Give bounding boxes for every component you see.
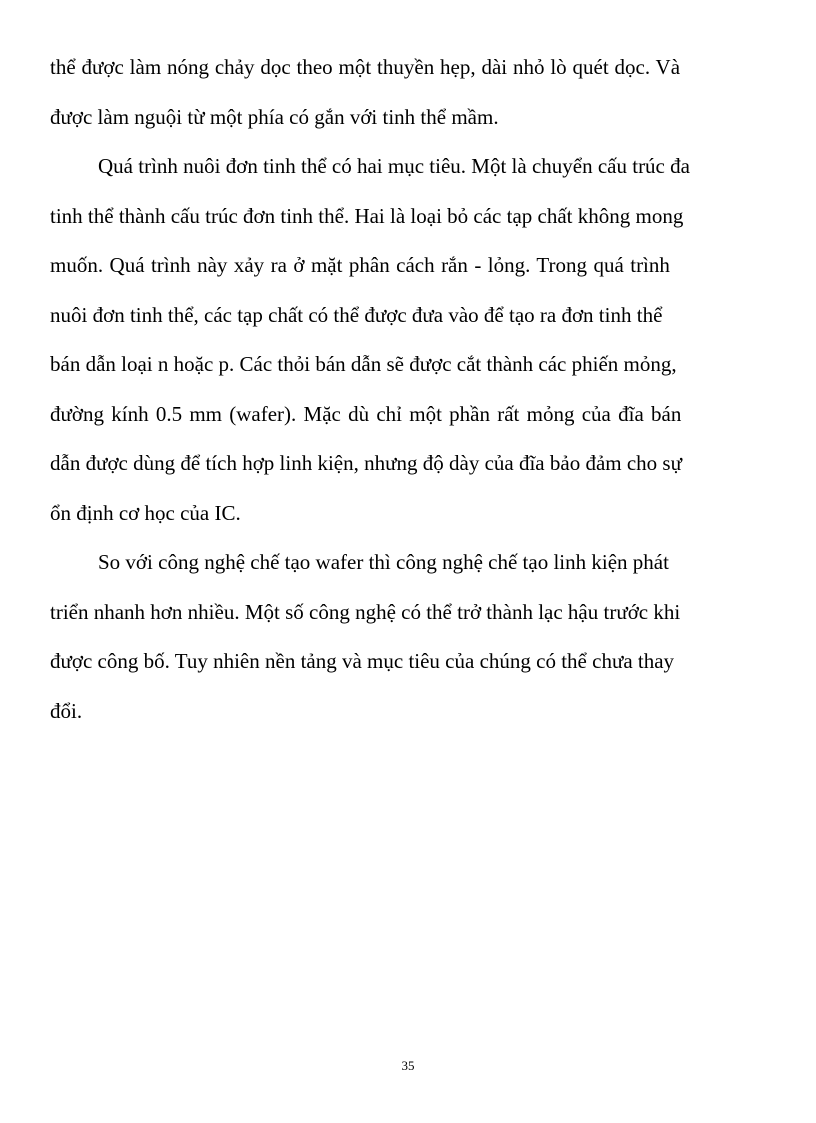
text-line: tinh thể thành cấu trúc đơn tinh thể. Hai là loại bỏ các tạp chất không mong (50, 203, 684, 228)
text-line: được công bố. Tuy nhiên nền tảng và mục tiêu của chúng có thể chưa thay (50, 649, 675, 673)
text-line: triển nhanh hơn nhiều. Một số công nghệ có thể trở thành lạc hậu trước khi (50, 599, 681, 624)
paragraph-2 (50, 142, 794, 538)
text-line: nuôi đơn tinh thể, các tạp chất có thể được đưa vào để tạo ra đơn tinh thể (50, 302, 663, 327)
text-line: đổi. (50, 698, 83, 723)
text-line: So với công nghệ chế tạo wafer thì công nghệ chế tạo linh kiện phát (98, 550, 669, 574)
text-line: muốn. Quá trình này xảy ra ở mặt phân cách rắn - lỏng. Trong quá trình (50, 253, 670, 277)
paragraph-3 (50, 538, 794, 736)
body-text (50, 43, 794, 736)
text-line: thể được làm nóng chảy dọc theo một thuyền hẹp, dài nhỏ lò quét dọc. Và (50, 55, 681, 79)
text-line: Quá trình nuôi đơn tinh thể có hai mục tiêu. Một là chuyển cấu trúc đa (98, 154, 690, 178)
text-line: dẫn được dùng để tích hợp linh kiện, nhưng độ dày của đĩa bảo đảm cho sự (50, 451, 682, 475)
text-line: được làm nguội từ một phía có gắn với tinh thể mầm. (50, 104, 499, 129)
page-number: 35 (401, 1058, 415, 1073)
text-line: bán dẫn loại n hoặc p. Các thỏi bán dẫn sẽ được cắt thành các phiến mỏng, (50, 352, 677, 376)
paragraph-1 (50, 43, 794, 142)
text-line: ổn định cơ học của IC. (50, 500, 241, 525)
text-line: đường kính 0.5 mm (wafer). Mặc dù chỉ một phần rất mỏng của đĩa bán (50, 401, 682, 426)
